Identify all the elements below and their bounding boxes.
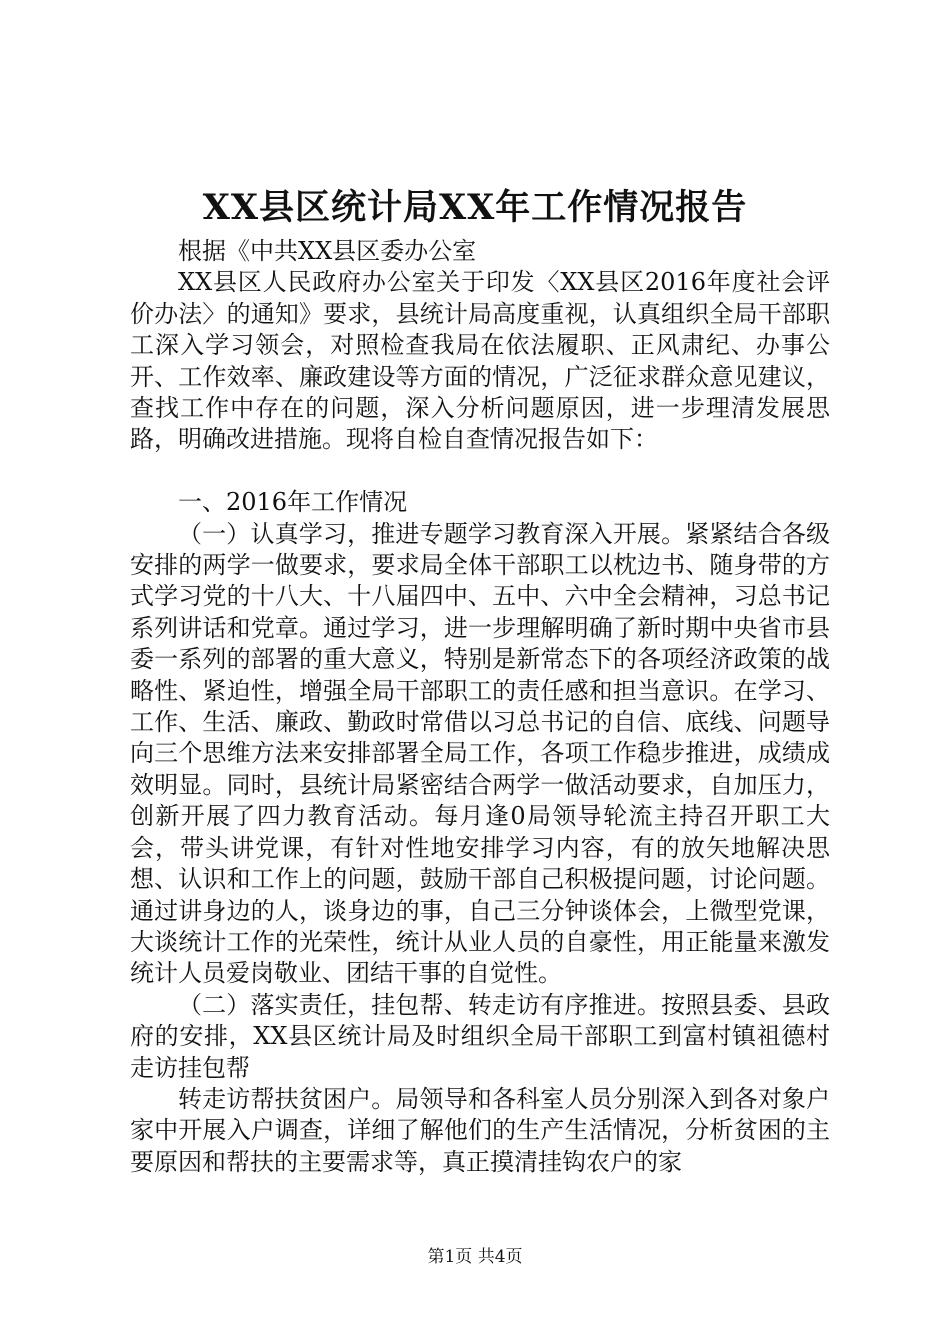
paragraph-study: （一）认真学习，推进专题学习教育深入开展。紧紧结合各级安排的两学一做要求，要求局全体干部职工以枕边书、随身带的方式学习党的十八大、十八届四中、五中、六中全会精神，习总书记系列讲话和党章。通过学习，进一步理解明确了新时期中央省市县委一系列的部署的重大意义，特别是新常态下的各项经济政策的战略性、紧迫性，增强全局干部职工的责任感和担当意识。在学习、工作、生活、廉政、勤政时常借以习总书记的自信、底线、问题导向三个思维方法来安排部署全局工作，各项工作稳步推进，成绩成效明显。同时，县统计局紧密结合两学一做活动要求，自加压力，创新开展了四力教育活动。每月逢0局领导轮流主持召开职工大会，带头讲党课，有针对性地安排学习内容，有的放矢地解决思想、认识和工作上的问题，鼓励干部自己积极提问题，讨论问题。通过讲身边的人，谈身边的事，自己三分钟谈体会，上微型党课，大谈统计工作的光荣性，统计从业人员的自豪性，用正能量来激发统计人员爱岗敬业、团结干事的自觉性。: [130, 519, 830, 988]
section-heading: 一、2016年工作情况: [178, 488, 408, 517]
paragraph-responsibility: （二）落实责任，挂包帮、转走访有序推进。按照县委、县政府的安排，XX县区统计局及时组织全局干部职工到富村镇祖德村走访挂包帮: [130, 990, 830, 1082]
document-title: XX县区统计局XX年工作情况报告: [202, 187, 748, 228]
page-number: 第1页 共4页: [427, 1247, 523, 1267]
paragraph-intro-1: 根据《中共XX县区委办公室: [178, 237, 477, 265]
paragraph-intro-2: XX县区人民政府办公室关于印发〈XX县区2016年度社会评价办法〉的通知》要求，县统计局高度重视，认真组织全局干部职工深入学习领会，对照检查我局在依法履职、正风肃纪、办事公开、工作效率、廉政建设等方面的情况，广泛征求群众意见建议，查找工作中存在的问题，深入分析问题原因，进一步理清发展思路，明确改进措施。现将自检自查情况报告如下：: [130, 268, 830, 454]
document-body: [130, 236, 830, 1178]
paragraph-visits: 转走访帮扶贫困户。局领导和各科室人员分别深入到各对象户家中开展入户调查，详细了解他们的生产生活情况，分析贫困的主要原因和帮扶的主要需求等，真正摸清挂钩农户的家: [130, 1084, 830, 1176]
